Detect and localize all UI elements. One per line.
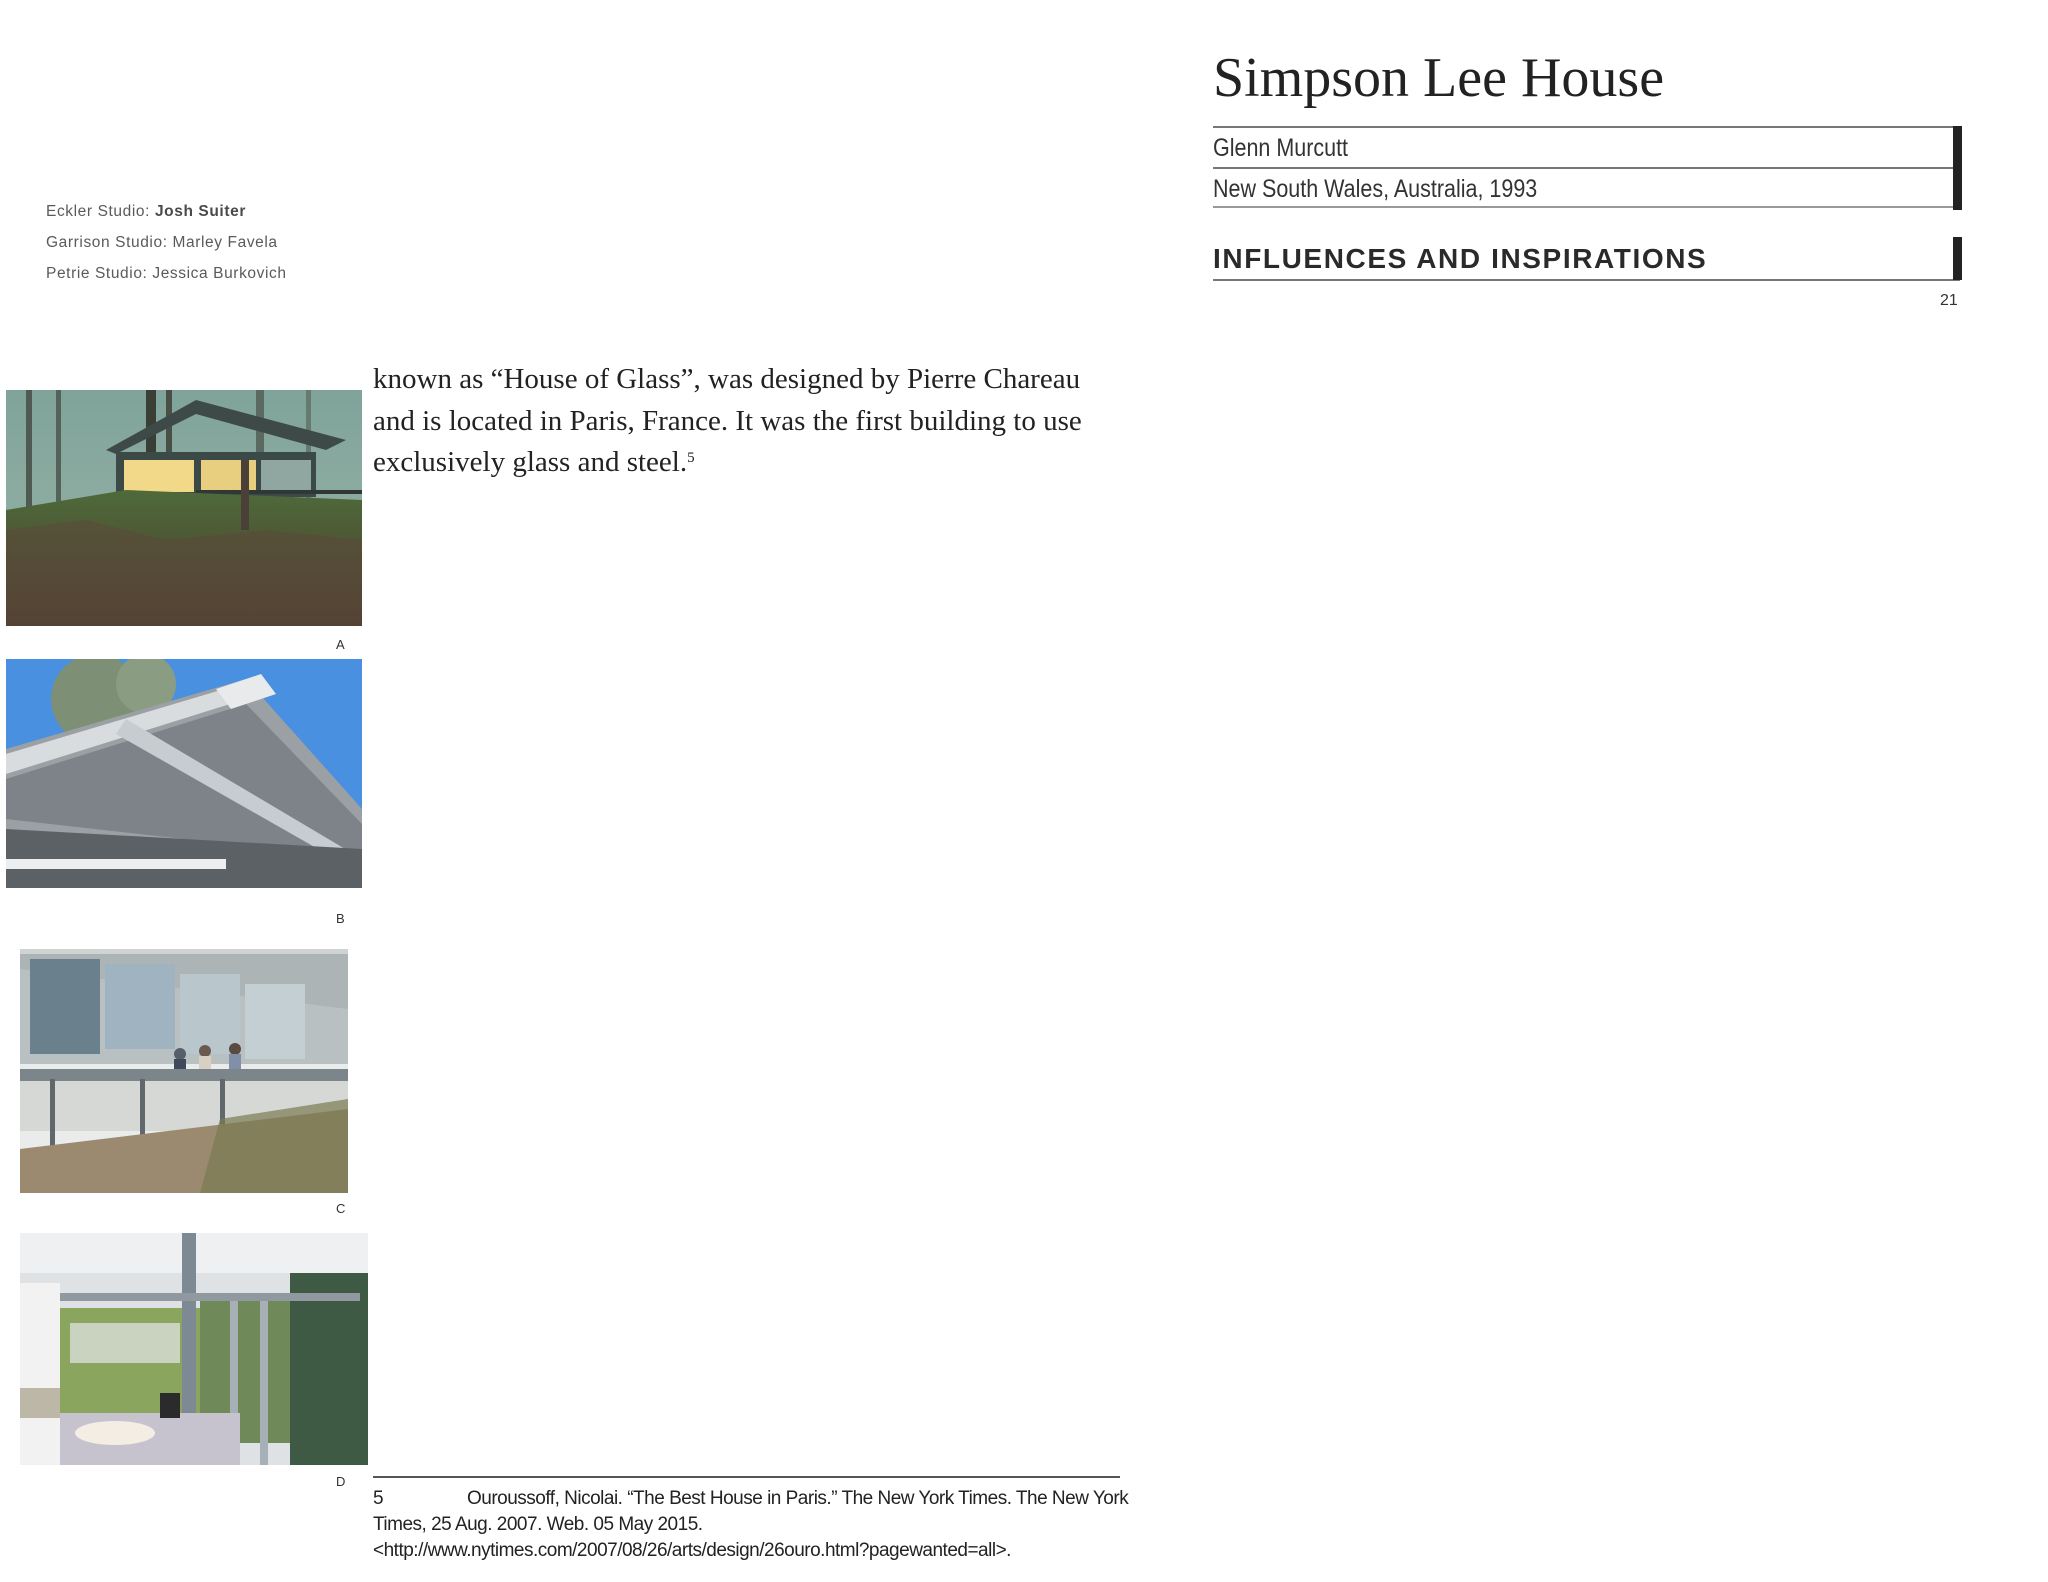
accent-bar: [1953, 126, 1962, 210]
page-title: Simpson Lee House: [1213, 47, 1665, 109]
footnote-reference: 5: [687, 450, 695, 466]
credit-name: Marley Favela: [172, 234, 278, 251]
footnote-divider: [373, 1476, 1120, 1478]
footnote-text: Ouroussoff, Nicolai. “The Best House in Paris.” The New York Times. The New York Times, 25 Aug. 2007. Web. 05 May 2015. <http://www.nytimes.com/2007/08/26/arts/design/26ouro.html?pagewanted=all>.: [373, 1488, 1129, 1561]
footnote-number: 5: [373, 1488, 384, 1509]
photo-label: B: [336, 911, 345, 926]
credit-eckler: Eckler Studio: Josh Suiter: [46, 203, 246, 220]
accent-bar: [1953, 237, 1962, 280]
photo-label: D: [336, 1474, 346, 1489]
photo-c-veranda: [20, 949, 348, 1193]
photo-d-interior: [20, 1233, 368, 1465]
page-number: 21: [1940, 292, 1958, 309]
architect-row: Glenn Murcutt: [1213, 126, 1960, 167]
studio-credits: [46, 200, 287, 293]
photo-label: C: [336, 1201, 346, 1216]
photo-b-roof-detail: [6, 659, 362, 888]
credit-garrison: Garrison Studio: Marley Favela: [46, 234, 278, 251]
location-row: New South Wales, Australia, 1993: [1213, 167, 1960, 208]
body-paragraph: known as “House of Glass”, was designed by Pierre Chareau and is located in Paris, France. It was the first building to use exclusively glass and steel.$^5$: [373, 363, 1082, 478]
section-heading: INFLUENCES AND INSPIRATIONS: [1213, 237, 1960, 281]
credit-petrie: Petrie Studio: Jessica Burkovich: [46, 265, 287, 282]
photo-label: A: [336, 637, 345, 652]
credit-name: Jessica Burkovich: [152, 265, 287, 282]
credit-name: Josh Suiter: [154, 203, 246, 220]
photo-a-house-in-forest: [6, 390, 362, 626]
footnote: [373, 1486, 1133, 1564]
project-info: [1213, 126, 1960, 208]
